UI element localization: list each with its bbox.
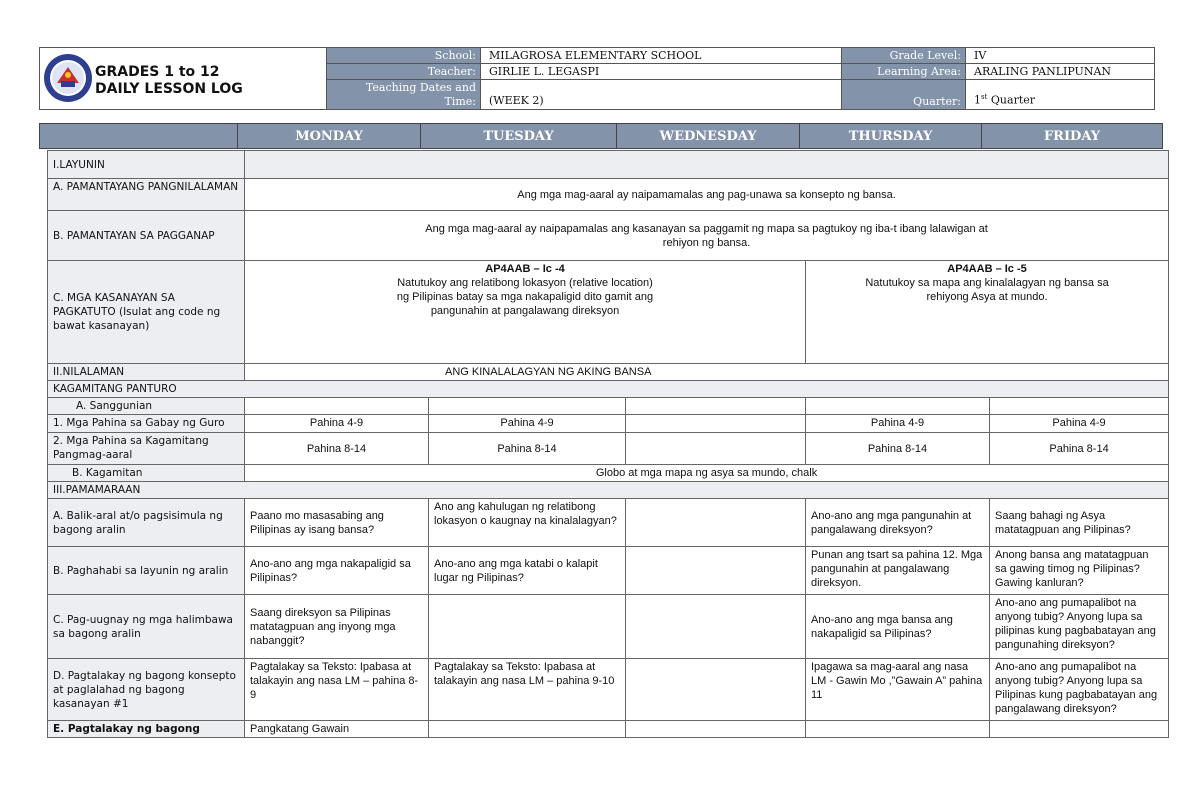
balik-aral-tuesday: Ano ang kahulugan ng relatibong lokasyon o kaugnay na kinalalagyan?	[429, 499, 626, 547]
kagamitang-pahina-thursday: Pahina 8-14	[806, 433, 990, 465]
grade-value: IV	[966, 48, 1155, 64]
row-layunin-value	[245, 151, 1169, 179]
sanggunian-friday	[990, 398, 1169, 415]
row-sanggunian-label: A. Sanggunian	[48, 398, 245, 415]
teaching-dates-label-line1: Teaching Dates and	[365, 80, 476, 94]
teaching-dates-value: (WEEK 2)	[481, 80, 842, 110]
sanggunian-thursday	[806, 398, 990, 415]
sanggunian-tuesday	[429, 398, 626, 415]
paghahabi-thursday: Punan ang tsart sa pahina 12. Mga pangunahin at pangalawang direksyon.	[806, 547, 990, 595]
row-pamantayang-label: A. PAMANTAYANG PANGNILALAMAN	[48, 179, 245, 211]
paghahabi-tuesday: Ano-ano ang mga katabi o kalapit lugar ng Pilipinas?	[429, 547, 626, 595]
pagtalakay2-monday: Pangkatang Gawain	[245, 721, 429, 738]
balik-aral-monday: Paano mo masasabing ang Pilipinas ay isang bansa?	[245, 499, 429, 547]
pagtalakay2-wednesday	[626, 721, 806, 738]
teaching-dates-label-line2: Time:	[444, 94, 476, 108]
pagtalakay1-wednesday	[626, 659, 806, 721]
day-wednesday: WEDNESDAY	[617, 124, 800, 149]
lesson-log-table	[47, 150, 1169, 738]
kagamitang-pahina-wednesday	[626, 433, 806, 465]
balik-aral-wednesday	[626, 499, 806, 547]
day-thursday: THURSDAY	[800, 124, 982, 149]
kasanayan-text-1-line3: pangunahin at pangalawang direksyon	[430, 305, 620, 317]
row-kagamitan-b-label: B. Kagamitan	[48, 465, 245, 482]
row-paghahabi-label: B. Paghahabi sa layunin ng aralin	[48, 547, 245, 595]
header-brand	[40, 48, 327, 110]
sanggunian-wednesday	[626, 398, 806, 415]
quarter-superscript: st	[981, 93, 988, 102]
grade-label: Grade Level:	[842, 48, 966, 64]
row-pamantayang-value: Ang mga mag-aaral ay naipamamalas ang pag-unawa sa konsepto ng bansa.	[245, 179, 1169, 211]
kasanayan-text-1-line2: ng Pilipinas batay sa mga nakapaligid dito gamit ang	[396, 291, 654, 303]
row-pagganap-label: B. PAMANTAYAN SA PAGGANAP	[48, 211, 245, 261]
row-gabay-guro-label: 1. Mga Pahina sa Gabay ng Guro	[48, 415, 245, 433]
day-tuesday: TUESDAY	[421, 124, 617, 149]
learning-area-label: Learning Area:	[842, 64, 966, 80]
pag-uugnay-wednesday	[626, 595, 806, 659]
pag-uugnay-friday: Ano-ano ang pumapalibot na anyong tubig? Anyong lupa sa pilipinas kung pagbabatayan ang pangunahing direksyon?	[990, 595, 1169, 659]
teacher-label: Teacher:	[327, 64, 481, 80]
kagamitang-pahina-monday: Pahina 8-14	[245, 433, 429, 465]
kagamitang-pahina-tuesday: Pahina 8-14	[429, 433, 626, 465]
kasanayan-text-1-line1: Natutukoy ang relatibong lokasyon (relative location)	[397, 277, 653, 289]
row-kagamitan-label: KAGAMITANG PANTURO	[48, 381, 1169, 398]
day-monday: MONDAY	[238, 124, 421, 149]
pag-uugnay-tuesday	[429, 595, 626, 659]
sanggunian-monday	[245, 398, 429, 415]
row-pagganap-value	[245, 211, 1169, 261]
row-pamamaraan-label: III.PAMAMARAAN	[48, 482, 1169, 499]
gabay-guro-friday: Pahina 4-9	[990, 415, 1169, 433]
pagganap-line2: rehiyon ng bansa.	[662, 236, 751, 249]
days-header-row	[39, 123, 1163, 149]
learning-area-value: ARALING PANLIPUNAN	[966, 64, 1155, 80]
pagtalakay2-friday	[990, 721, 1169, 738]
quarter-label: Quarter:	[842, 80, 966, 110]
teaching-dates-label	[327, 80, 481, 110]
pag-uugnay-thursday: Ano-ano ang mga bansa ang nakapaligid sa Pilipinas?	[806, 595, 990, 659]
kasanayan-text-2-line1: Natutukoy sa mapa ang kinalalagyan ng bansa sa	[865, 277, 1109, 289]
row-kasanayan-value-1	[245, 261, 806, 364]
gabay-guro-tuesday: Pahina 4-9	[429, 415, 626, 433]
row-kagamitang-pahina-label: 2. Mga Pahina sa Kagamitang Pangmag-aaral	[48, 433, 245, 465]
days-corner-cell	[40, 124, 238, 149]
header-table	[39, 47, 1155, 110]
paghahabi-friday: Anong bansa ang matatagpuan sa gawing timog ng Pilipinas? Gawing kanluran?	[990, 547, 1169, 595]
row-balik-aral-label: A. Balik-aral at/o pagsisimula ng bagong aralin	[48, 499, 245, 547]
row-pagtalakay2-label: E. Pagtalakay ng bagong	[48, 721, 245, 738]
pagtalakay1-friday: Ano-ano ang pumapalibot na anyong tubig? Anyong lupa sa Pilipinas kung pagbabatayan ang pangalawang direksyon?	[990, 659, 1169, 721]
row-kasanayan-label: C. MGA KASANAYAN SA PAGKATUTO (Isulat ang code ng bawat kasanayan)	[48, 261, 245, 364]
kasanayan-code-2: AP4AAB – Ic -5	[947, 263, 1027, 275]
quarter-number: 1	[974, 94, 981, 107]
kasanayan-code-1: AP4AAB – Ic -4	[485, 263, 565, 275]
header-title-line2: DAILY LESSON LOG	[95, 81, 243, 97]
paghahabi-monday: Ano-ano ang mga nakapaligid sa Pilipinas?	[245, 547, 429, 595]
row-kasanayan-value-2	[806, 261, 1169, 364]
row-pagtalakay1-label: D. Pagtalakay ng bagong konsepto at paglalahad ng bagong kasanayan #1	[48, 659, 245, 721]
header-title-line1: GRADES 1 to 12	[95, 64, 220, 80]
school-label: School:	[327, 48, 481, 64]
row-nilalaman-value: ANG KINALALAGYAN NG AKING BANSA	[245, 364, 1169, 381]
pagtalakay1-monday: Pagtalakay sa Teksto: Ipabasa at talakayin ang nasa LM – pahina 8-9	[245, 659, 429, 721]
row-nilalaman-label: II.NILALAMAN	[48, 364, 245, 381]
gabay-guro-monday: Pahina 4-9	[245, 415, 429, 433]
gabay-guro-thursday: Pahina 4-9	[806, 415, 990, 433]
balik-aral-thursday: Ano-ano ang mga pangunahin at pangalawang direksyon?	[806, 499, 990, 547]
kagamitang-pahina-friday: Pahina 8-14	[990, 433, 1169, 465]
teacher-value: GIRLIE L. LEGASPI	[481, 64, 842, 80]
day-friday: FRIDAY	[982, 124, 1163, 149]
pagtalakay2-tuesday	[429, 721, 626, 738]
row-pag-uugnay-label: C. Pag-uugnay ng mga halimbawa sa bagong aralin	[48, 595, 245, 659]
pagtalakay1-thursday: Ipagawa sa mag-aaral ang nasa LM - Gawin Mo ,”Gawain A” pahina 11	[806, 659, 990, 721]
pagtalakay1-tuesday: Pagtalakay sa Teksto: Ipabasa at talakayin ang nasa LM – pahina 9-10	[429, 659, 626, 721]
quarter-word: Quarter	[987, 94, 1036, 107]
paghahabi-wednesday	[626, 547, 806, 595]
row-layunin-label: I.LAYUNIN	[48, 151, 245, 179]
school-value: MILAGROSA ELEMENTARY SCHOOL	[481, 48, 842, 64]
pagtalakay2-thursday	[806, 721, 990, 738]
pag-uugnay-monday: Saang direksyon sa Pilipinas matatagpuan ang inyong mga nabanggit?	[245, 595, 429, 659]
gabay-guro-wednesday	[626, 415, 806, 433]
pagganap-line1: Ang mga mag-aaral ay naipapamalas ang kasanayan sa paggamit ng mapa sa pagtukoy ng iba-t ibang lalawigan at	[425, 222, 988, 235]
deped-seal-icon	[43, 53, 93, 103]
balik-aral-friday: Saang bahagi ng Asya matatagpuan ang Pilipinas?	[990, 499, 1169, 547]
quarter-value	[966, 80, 1155, 110]
kasanayan-text-2-line2: rehiyong Asya at mundo.	[926, 291, 1048, 303]
row-kagamitan-b-value: Globo at mga mapa ng asya sa mundo, chalk	[245, 465, 1169, 482]
